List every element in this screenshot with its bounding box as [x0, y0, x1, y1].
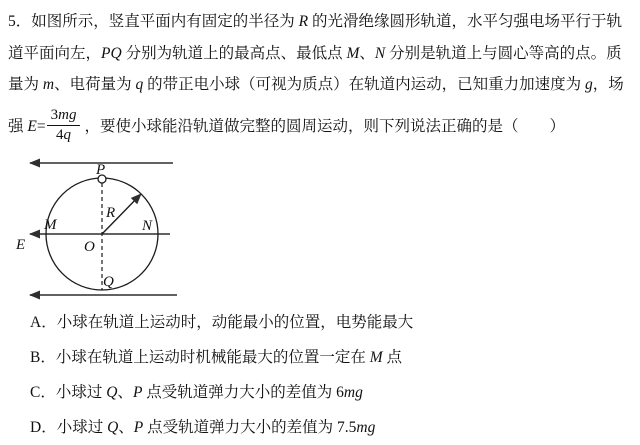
field-strength-formula [8, 102, 565, 148]
label-O: O [84, 239, 95, 255]
option-a: A．小球在轨道上运动时，动能最小的位置，电势能最大 [30, 314, 414, 331]
fraction [47, 107, 81, 144]
circular-track-diagram [12, 156, 197, 304]
fraction-denominator: 4q [56, 126, 72, 143]
option-d: D．小球过 Q、P 点受轨道弹力大小的差值为 7.5mg [30, 419, 376, 436]
answer-options [30, 305, 413, 445]
label-E: E [16, 237, 26, 253]
option-c: C．小球过 Q、P 点受轨道弹力大小的差值为 6mg [30, 384, 363, 401]
option-b: B．小球在轨道上运动时机械能最大的位置一定在 M 点 [30, 349, 403, 366]
label-P: P [96, 162, 106, 178]
stem-line-3: 量为 m、电荷量为 q 的带正电小球（可视为质点）在轨道内运动，已知重力加速度为 g，场 [8, 76, 624, 93]
label-Q: Q [103, 274, 114, 290]
question-stem [8, 6, 636, 101]
label-N: N [142, 218, 153, 234]
formula-suffix: ，要使小球能沿轨道做完整的圆周运动，则下列说法正确的是（ ） [84, 118, 565, 135]
fraction-numerator: 3mg [47, 107, 81, 126]
label-R: R [106, 205, 116, 221]
stem-line-1: 5．如图所示，竖直平面内有固定的半径为 R 的光滑绝缘圆形轨道，水平匀强电场平行于轨 [8, 13, 622, 30]
label-M: M [44, 217, 57, 233]
stem-line-2: 道平面向左，PQ 分别为轨道上的最高点、最低点 M、N 分别是轨道上与圆心等高的点。质 [8, 44, 622, 62]
formula-prefix: 强 E= [8, 118, 46, 135]
